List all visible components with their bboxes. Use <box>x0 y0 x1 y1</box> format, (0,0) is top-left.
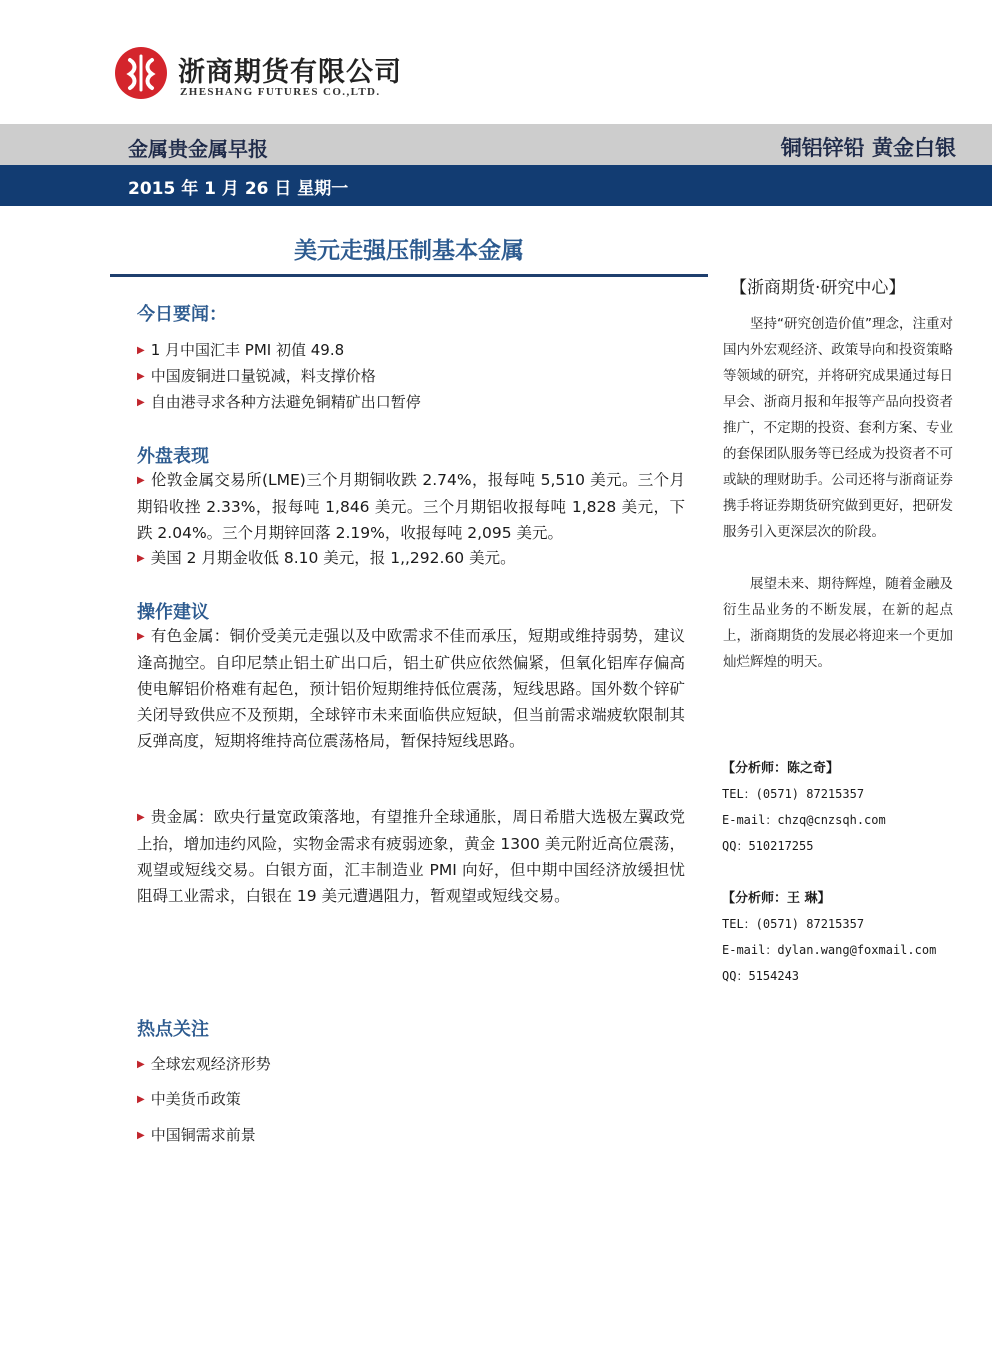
report-date: 2015 年 1 月 26 日 星期一 <box>128 179 349 199</box>
section-heading-advice: 操作建议 <box>137 602 209 623</box>
date-band <box>0 165 992 206</box>
bullet-arrow-icon: ▶ <box>137 1059 145 1070</box>
section-heading-news: 今日要闻： <box>137 304 227 325</box>
company-name-en: ZHESHANG FUTURES CO.,LTD. <box>180 86 381 98</box>
analyst-heading: 【分析师：王 琳】 <box>722 891 831 906</box>
bullet-arrow-icon: ▶ <box>137 553 145 564</box>
analyst-heading: 【分析师：陈之奇】 <box>722 761 840 776</box>
intro-paragraph: 展望未来、期待辉煌，随着金融及衍生品业务的不断发展，在新的起点上，浙商期货的发展必将迎来一个更加灿烂辉煌的明天。 <box>723 576 953 670</box>
report-header-band <box>0 124 992 165</box>
list-item: ▶ 美国 2 月期金收低 8.10 美元，报 1,,292.60 美元。 <box>137 545 685 572</box>
intro-paragraph: 坚持“研究创造价值”理念，注重对国内外宏观经济、政策导向和投资策略等领域的研究，并将研究成果通过每日早会、浙商月报和年报等产品向投资者推广，不定期的投资、套利方案、专业的套保团队服务等已经成为投资者不可或缺的理财助手。公司还将与浙商证券携手将证券期货研究做到更好，把研发服务引入更深层次的阶段。 <box>723 316 953 540</box>
analyst-email: E-mail：dylan.wang@foxmail.com <box>722 943 937 957</box>
company-name-cn: 浙商期货有限公司 <box>178 57 402 88</box>
bullet-arrow-icon: ▶ <box>137 475 145 486</box>
analyst-email: E-mail：chzq@cnzsqh.com <box>722 813 886 827</box>
list-item: ▶ 有色金属：铜价受美元走强以及中欧需求不佳而承压，短期或维持弱势，建议逢高抛空。自印尼禁止铝土矿出口后，铝土矿供应依然偏紧，但氧化铝库存偏高使电解铝价格难有起色，预计铝价短期维持低位震荡，短线思路。国外数个锌矿关闭导致供应不及预期，全球锌市未来面临供应短缺，但当前需求端疲软限制其反弹高度，短期将维持高位震荡格局，暂保持短线思路。 <box>137 623 685 754</box>
list-item: ▶ 自由港寻求各种方法避免铜精矿出口暂停 <box>137 389 421 416</box>
bullet-arrow-icon: ▶ <box>137 631 145 642</box>
list-item: ▶ 中国废铜进口量锐减，料支撑价格 <box>137 363 376 390</box>
report-type: 金属贵金属早报 <box>128 137 268 161</box>
bullet-arrow-icon: ▶ <box>137 345 145 356</box>
report-categories: 铜铝锌铅 黄金白银 <box>780 136 956 160</box>
page-title: 美元走强压制基本金属 <box>294 238 524 264</box>
bullet-arrow-icon: ▶ <box>137 1094 145 1105</box>
section-heading-focus: 热点关注 <box>137 1019 209 1040</box>
section-heading-overseas: 外盘表现 <box>137 446 209 467</box>
research-center-title: 【浙商期货·研究中心】 <box>730 278 906 298</box>
analyst-tel: TEL：(0571) 87215357 <box>722 787 865 801</box>
analyst-qq: QQ：5154243 <box>722 969 800 983</box>
list-item: ▶ 中美货币政策 <box>137 1086 241 1113</box>
list-item: ▶ 贵金属：欧央行量宽政策落地，有望推升全球通胀，周日希腊大选极左翼政党上抬，增加违约风险，实物金需求有疲弱迹象，黄金 1300 美元附近高位震荡，观望或短线交易。白银方面，汇丰制造业 PMI 向好，但中期中国经济放缓担忧阻碍工业需求，白银在 19 美元遭遇阻力，暂观望或短线交易。 <box>137 804 685 909</box>
bullet-arrow-icon: ▶ <box>137 371 145 382</box>
list-item: ▶ 全球宏观经济形势 <box>137 1051 271 1078</box>
bullet-arrow-icon: ▶ <box>137 812 145 823</box>
company-logo-icon <box>114 46 168 100</box>
analyst-qq: QQ：510217255 <box>722 839 814 853</box>
analyst-tel: TEL：(0571) 87215357 <box>722 917 865 931</box>
list-item: ▶ 1 月中国汇丰 PMI 初值 49.8 <box>137 337 344 364</box>
bullet-arrow-icon: ▶ <box>137 1130 145 1141</box>
list-item: ▶ 中国铜需求前景 <box>137 1122 256 1149</box>
title-divider <box>110 274 708 277</box>
list-item: ▶ 伦敦金属交易所(LME)三个月期铜收跌 2.74%，报每吨 5,510 美元。三个月期铅收挫 2.33%，报每吨 1,846 美元。三个月期铝收报每吨 1,828 美元，下跌 2.04%。三个月期锌回落 2.19%，收报每吨 2,095 美元。 <box>137 467 685 546</box>
bullet-arrow-icon: ▶ <box>137 397 145 408</box>
